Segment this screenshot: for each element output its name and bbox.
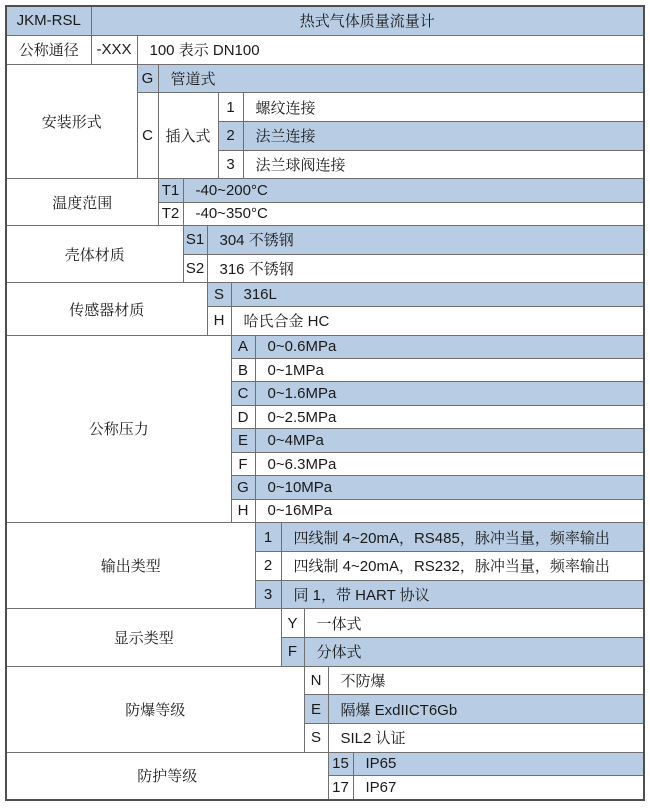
code-cell: F: [231, 452, 255, 475]
value-cell: IP67: [353, 776, 644, 800]
value-cell: 0~16MPa: [255, 499, 644, 522]
value-cell: 四线制 4~20mA，RS232，脉冲当量，频率输出: [281, 551, 644, 580]
value-cell: 法兰连接: [243, 121, 644, 150]
value-cell: 不防爆: [328, 666, 644, 695]
value-cell: -40~200°C: [183, 179, 644, 202]
value-cell: 316 不锈钢: [207, 254, 644, 283]
value-cell: 0~6.3MPa: [255, 452, 644, 475]
code-cell: B: [231, 359, 255, 382]
code-cell: H: [231, 499, 255, 522]
code-cell: S: [207, 283, 231, 306]
label-display-type: 显示类型: [6, 609, 281, 666]
code-cell: E: [304, 695, 328, 724]
code-cell: T1: [158, 179, 183, 202]
code-cell: F: [281, 637, 304, 666]
code-cell: H: [207, 306, 231, 335]
code-cell: A: [231, 335, 255, 358]
label-nominal-pressure: 公称压力: [6, 335, 231, 523]
code-cell: Y: [281, 609, 304, 638]
value-cell: 一体式: [304, 609, 644, 638]
code-cell: 2: [218, 121, 243, 150]
row-housing-S1: [6, 226, 644, 255]
code-cell: S1: [183, 226, 207, 255]
value-cell: 0~1MPa: [255, 359, 644, 382]
value-cell: 同 1，带 HART 协议: [281, 580, 644, 609]
value-cell: 0~4MPa: [255, 429, 644, 452]
product-title-cell: 热式气体质量流量计: [91, 6, 644, 35]
value-cell: 0~1.6MPa: [255, 382, 644, 405]
row-protection-15: [6, 752, 644, 775]
row-installation-pipe: [6, 64, 644, 93]
value-cell: 螺纹连接: [243, 93, 644, 122]
value-cell: SIL2 认证: [328, 723, 644, 752]
code-cell: 1: [255, 523, 281, 552]
code-cell: E: [231, 429, 255, 452]
value-cell: IP65: [353, 752, 644, 775]
code-insertion: C: [137, 93, 158, 179]
code-cell: G: [137, 64, 158, 93]
code-nominal-diameter: -XXX: [91, 35, 137, 64]
code-cell: S2: [183, 254, 207, 283]
model-code-cell: JKM-RSL: [6, 6, 91, 35]
label-protection-rating: 防护等级: [6, 752, 328, 800]
code-cell: S: [304, 723, 328, 752]
label-output-type: 输出类型: [6, 523, 255, 609]
value-cell: 隔爆 ExdIICT6Gb: [328, 695, 644, 724]
row-display-Y: [6, 609, 644, 638]
code-cell: D: [231, 405, 255, 428]
code-cell: 17: [328, 776, 353, 800]
row-sensor-S: [6, 283, 644, 306]
value-cell: -40~350°C: [183, 202, 644, 225]
value-cell: 0~0.6MPa: [255, 335, 644, 358]
code-cell: 1: [218, 93, 243, 122]
row-temp-T1: [6, 179, 644, 202]
label-nominal-diameter: 公称通径: [6, 35, 91, 64]
code-cell: N: [304, 666, 328, 695]
code-cell: 15: [328, 752, 353, 775]
value-cell: 304 不锈钢: [207, 226, 644, 255]
code-cell: 2: [255, 551, 281, 580]
code-cell: C: [231, 382, 255, 405]
model-selection-table: [5, 5, 645, 801]
row-exproof-N: [6, 666, 644, 695]
value-cell: 法兰球阀连接: [243, 150, 644, 179]
label-temperature-range: 温度范围: [6, 179, 158, 226]
row-output-1: [6, 523, 644, 552]
value-nominal-diameter: 100 表示 DN100: [137, 35, 644, 64]
row-nominal-diameter: [6, 35, 644, 64]
label-insertion: 插入式: [158, 93, 218, 179]
value-cell: 316L: [231, 283, 644, 306]
row-header: [6, 6, 644, 35]
label-sensor-material: 传感器材质: [6, 283, 207, 335]
row-pressure-A: [6, 335, 644, 358]
value-cell: 0~2.5MPa: [255, 405, 644, 428]
code-cell: 3: [255, 580, 281, 609]
value-cell: 0~10MPa: [255, 476, 644, 499]
code-cell: G: [231, 476, 255, 499]
value-cell: 四线制 4~20mA，RS485，脉冲当量，频率输出: [281, 523, 644, 552]
label-installation: 安装形式: [6, 64, 137, 179]
value-cell: 管道式: [158, 64, 644, 93]
value-cell: 哈氏合金 HC: [231, 306, 644, 335]
code-cell: 3: [218, 150, 243, 179]
label-explosion-proof: 防爆等级: [6, 666, 304, 752]
label-housing-material: 壳体材质: [6, 226, 183, 283]
code-cell: T2: [158, 202, 183, 225]
value-cell: 分体式: [304, 637, 644, 666]
